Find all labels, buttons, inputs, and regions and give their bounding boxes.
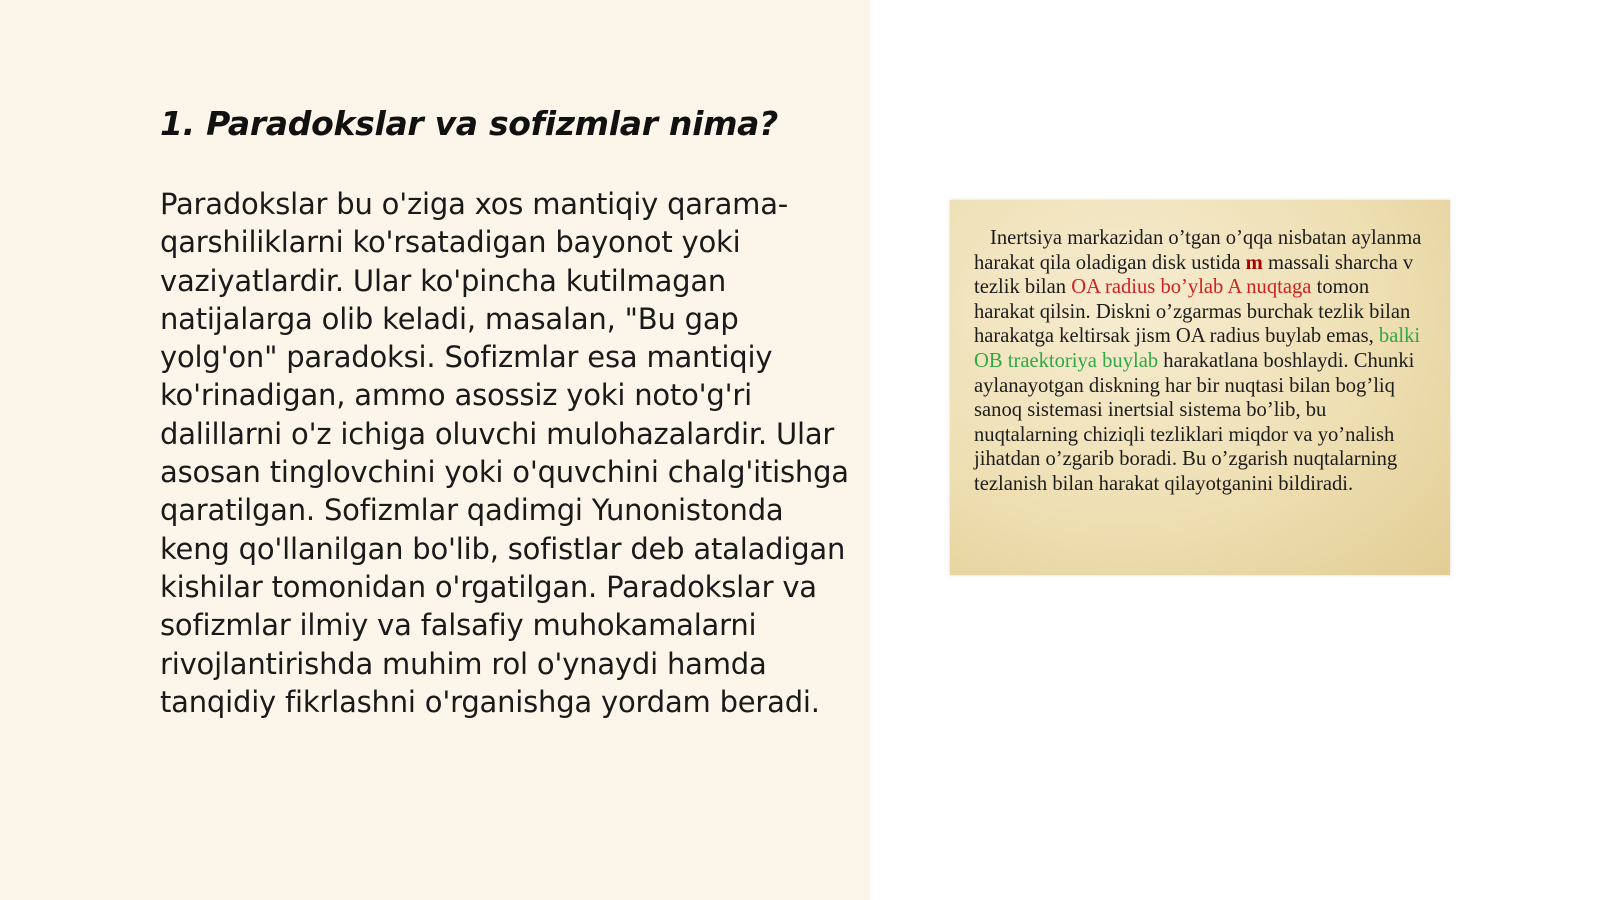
excerpt-green-phrase: balki OB traektoriya buylab xyxy=(974,325,1421,372)
textbook-excerpt-image xyxy=(950,200,1450,575)
excerpt-paragraph xyxy=(974,226,1434,497)
slide-title: 1. Paradokslar va sofizmlar nima? xyxy=(160,104,778,143)
slide-body-text: Paradokslar bu o'ziga xos mantiqiy qarama-qarshiliklarni ko'rsatadigan bayonot yoki vaziyatlardir. Ular ko'pincha kutilmagan natijalarga olib keladi, masalan, "Bu gap yolg'on" paradoksi. Sofizmlar esa mantiqiy ko'rinadigan, ammo asossiz yoki noto'g'ri dalillarni o'z ichiga oluvchi mulohazalardir. Ular asosan tinglovchini yoki o'quvchini chalg'itishga qaratilgan. Sofizmlar qadimgi Yunonistonda keng qo'llanilgan bo'lib, sofistlar deb ataladigan kishilar tomonidan o'rgatilgan. Paradokslar va sofizmlar ilmiy va falsafiy muhokamalarni rivojlantirishda muhim rol o'ynaydi hamda tanqidiy fikrlashni o'rganishga yordam beradi. xyxy=(160,187,849,719)
excerpt-mass-symbol: m xyxy=(1245,251,1263,274)
excerpt-text-part2: massali sharcha v tezlik bilan xyxy=(974,251,1414,299)
excerpt-red-phrase: OA radius bo’ylab A nuqtaga xyxy=(1071,276,1312,299)
excerpt-text-part4: harakatlana boshlaydi. Chunki aylanayotgan diskning har bir nuqtasi bilan bog’liq sanoq sistemasi inertsial sistema bo’lib, bu nuqtalarning chiziqli tezliklari miqdor va yo’nalish jihatdan o’zgarib boradi. Bu o’zgarish nuqtalarning tezlanish bilan harakat qilayotganini bildiradi. xyxy=(974,349,1415,495)
excerpt-text-part1: Inertsiya markazidan o’tgan o’qqa nisbatan aylanma harakat qila oladigan disk ustida xyxy=(974,227,1422,274)
excerpt-text-part3: tomon harakat qilsin. Diskni o’zgarmas burchak tezlik bilan harakatga keltirsak jism OA radius buylab emas, xyxy=(974,276,1411,348)
